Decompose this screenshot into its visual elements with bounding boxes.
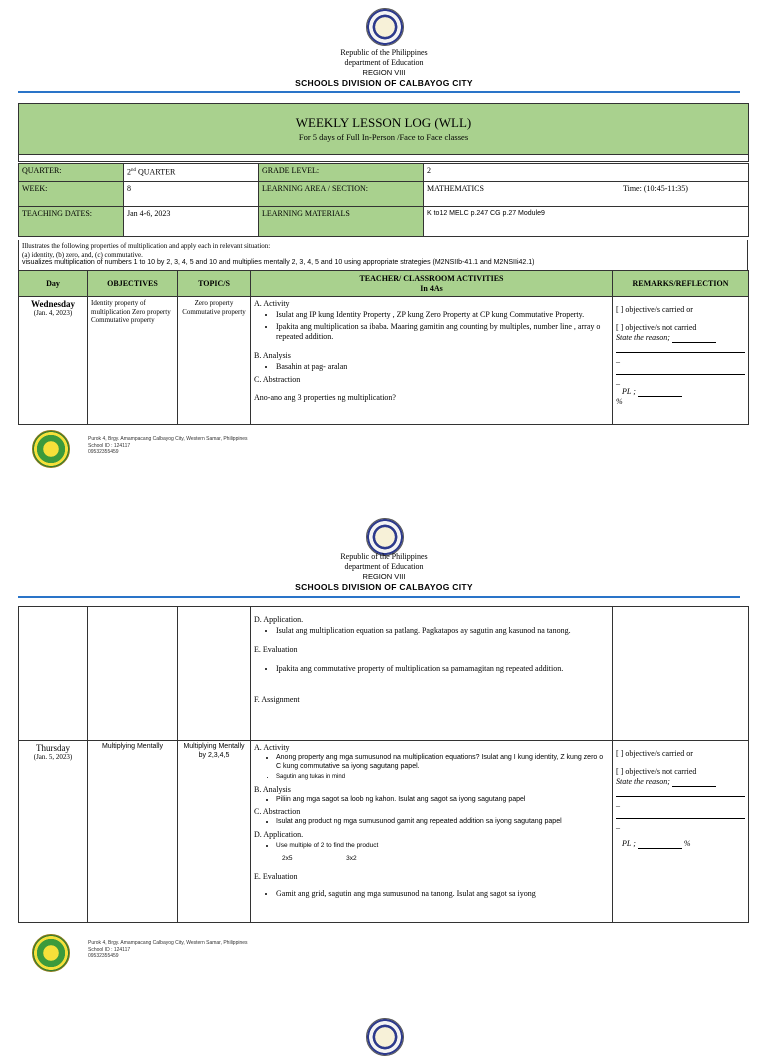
division-line: SCHOOLS DIVISION OF CALBAYOG CITY xyxy=(295,78,473,88)
header-divider xyxy=(18,596,740,598)
thu-application-list xyxy=(254,841,609,851)
wed-remark-reason: State the reason; xyxy=(616,333,672,342)
thu-date: (Jan. 5, 2023) xyxy=(33,753,73,761)
thu-day-cell xyxy=(19,741,88,923)
dates-value: Jan 4-6, 2023 xyxy=(124,207,259,237)
wed-remark-pl: PL ; xyxy=(622,387,638,396)
answer-line xyxy=(616,343,745,353)
list-item: • Basahin at pag- aralan xyxy=(276,362,609,372)
thu-activity-head: A. Activity xyxy=(254,743,290,752)
list-item: • Piliin ang mga sagot sa loob ng kahon. Isulat ang sagot sa iyong sagutang papel xyxy=(276,796,609,805)
empty-cell xyxy=(19,607,88,741)
region-line: REGION VIII xyxy=(362,572,406,581)
footer-text xyxy=(88,940,248,960)
school-logo xyxy=(32,430,70,468)
wed-application-head: D. Application. xyxy=(254,615,304,624)
footer-phone: 09532355459 xyxy=(88,449,119,455)
page1-footer xyxy=(32,430,432,470)
footer-address: Purok 4, Brgy. Amampacang Calbayog City, Western Samar, Philippines xyxy=(88,436,248,442)
quarter-value: 2nd QUARTER xyxy=(124,164,259,182)
wed-day-cell xyxy=(19,297,88,425)
region-line: REGION VIII xyxy=(362,68,406,77)
thu-remark-dash-2: _ xyxy=(616,821,620,830)
wed-date: (Jan. 4, 2023) xyxy=(33,309,73,317)
answer-line xyxy=(638,840,682,849)
empty-cell xyxy=(178,607,251,741)
week-value: 8 xyxy=(124,182,259,207)
footer-school-id: School ID : 124117 xyxy=(88,946,131,953)
list-item: • Gamit ang grid, sagutin ang mga sumusunod na tanong. Isulat ang sagot sa iyong xyxy=(276,889,609,899)
wed-objectives: Identity property of multiplication Zero property Commutative property xyxy=(88,297,178,425)
materials-value: K to12 MELC p.247 CG p.27 Module9 xyxy=(424,207,749,237)
answer-line xyxy=(638,388,682,397)
list-item: • Ipakita ang multiplication sa ibaba. Maaring gamitin ang counting by multiples, number line , array o repeated addition. xyxy=(276,322,609,342)
department-line: department of Education xyxy=(344,58,424,67)
wed-remark-pct: % xyxy=(616,397,623,406)
wed-remark-pl-row xyxy=(616,387,745,397)
thu-objectives: Multiplying Mentally xyxy=(88,741,178,923)
deped-seal-logo xyxy=(366,518,404,556)
list-item: • Ipakita ang commutative property of multiplication sa pamamagitan ng repeated addition. xyxy=(276,664,609,674)
wed-remark-reason-row xyxy=(616,333,745,343)
wed-remark-carried: [ ] objective/s carried or xyxy=(616,305,693,314)
wed-remarks xyxy=(613,297,749,425)
wed-remark-dash-2: _ xyxy=(616,377,620,386)
wed-activities xyxy=(251,297,613,425)
wed-remark-dash: _ xyxy=(616,355,620,364)
department-line: department of Education xyxy=(344,562,424,571)
example-2: 3x2 xyxy=(346,854,357,862)
dates-label: TEACHING DATES: xyxy=(19,207,124,237)
footer-address: Purok 4, Brgy. Amampacang Calbayog City, Western Samar, Philippines xyxy=(88,940,248,946)
col-objectives: OBJECTIVES xyxy=(88,271,178,297)
lesson-table-page1 xyxy=(18,270,749,425)
letterhead xyxy=(0,552,768,592)
area-value: MATHEMATICS xyxy=(424,182,621,207)
wed-assignment-head: F. Assignment xyxy=(254,695,300,704)
wed-abstraction-text: Ano-ano ang 3 properties ng multiplication? xyxy=(254,393,396,402)
list-item: • Anong property ang mga sumusunod na multiplication equations? Isulat ang I kung identity, Z kung zero o C kung commutative sa iyong sagutang papel. xyxy=(276,754,609,771)
answer-line xyxy=(672,778,716,787)
thu-remark-reason-row xyxy=(616,777,745,787)
list-item: • Isulat ang IP kung Identity Property , ZP kung Zero Property at CP kung Commutative Property. xyxy=(276,310,609,320)
division-line: SCHOOLS DIVISION OF CALBAYOG CITY xyxy=(295,582,473,592)
header-divider xyxy=(18,91,740,93)
thu-application-head: D. Application. xyxy=(254,829,304,839)
wed-analysis-list xyxy=(254,362,609,372)
thu-remark-not: [ ] objective/s not carried xyxy=(616,767,697,776)
thu-evaluation-list xyxy=(254,889,609,899)
page-title: WEEKLY LESSON LOG (WLL) xyxy=(295,115,472,130)
empty-cell xyxy=(88,607,178,741)
thu-topics: Multiplying Mentally by 2,3,4,5 xyxy=(178,741,251,923)
time-value: Time: (10:45-11:35) xyxy=(620,182,749,207)
thu-analysis-head: B. Analysis xyxy=(254,784,291,794)
thu-remarks xyxy=(613,741,749,923)
wed-evaluation-head: E. Evaluation xyxy=(254,645,298,654)
area-label: LEARNING AREA / SECTION: xyxy=(259,182,424,207)
thu-evaluation-head: E. Evaluation xyxy=(254,871,298,881)
footer-text xyxy=(88,436,248,456)
objectives-summary xyxy=(18,240,748,270)
thu-remark-reason: State the reason; xyxy=(616,777,672,786)
materials-label: LEARNING MATERIALS xyxy=(259,207,424,237)
title-cell xyxy=(19,104,749,155)
thu-activity-list xyxy=(254,754,609,782)
thu-remark-pl: PL ; xyxy=(622,839,638,848)
col-day: Day xyxy=(19,271,88,297)
answer-line xyxy=(616,787,745,797)
objectives-line-2: (a) identity, (b) zero, and, (c) commutative. xyxy=(22,250,143,259)
info-table xyxy=(18,163,749,237)
thu-remark-carried: [ ] objective/s carried or xyxy=(616,749,693,758)
thu-day: Thursday xyxy=(36,743,70,753)
school-logo xyxy=(32,934,70,972)
thu-analysis-list xyxy=(254,796,609,805)
thu-remark-pl-row xyxy=(616,839,745,849)
week-label: WEEK: xyxy=(19,182,124,207)
deped-seal-logo xyxy=(366,8,404,46)
page2-footer xyxy=(32,934,432,974)
wed-topics: Zero property Commutative property xyxy=(178,297,251,425)
letterhead xyxy=(0,48,768,88)
thu-activities xyxy=(251,741,613,923)
objectives-line-1: Illustrates the following properties of multiplication and apply each in relevant situation: xyxy=(22,242,271,250)
answer-line xyxy=(616,365,745,375)
grade-label: GRADE LEVEL: xyxy=(259,164,424,182)
wed-evaluation-list xyxy=(254,664,609,674)
quarter-label: QUARTER: xyxy=(19,164,124,182)
answer-line xyxy=(616,809,745,819)
lesson-table-page2 xyxy=(18,606,749,923)
list-item: • Isulat ang multiplication equation sa patlang. Pagkatapos ay sagutin ang kasunod na tanong. xyxy=(276,626,609,636)
col-activities-title: TEACHER/ CLASSROOM ACTIVITIES xyxy=(359,273,504,283)
spacer-row xyxy=(19,155,749,162)
thu-remark-dash: _ xyxy=(616,799,620,808)
republic-line: Republic of the Philippines xyxy=(340,552,428,561)
wed-abstraction-head: C. Abstraction xyxy=(254,375,301,384)
col-remarks: REMARKS/REFLECTION xyxy=(613,271,749,297)
list-item: • Isulat ang product ng mga sumusunod gamit ang repeated addition sa iyong sagutang papel xyxy=(276,818,609,827)
example-1: 2x5 xyxy=(282,854,293,862)
empty-cell xyxy=(613,607,749,741)
col-topics: TOPIC/S xyxy=(178,271,251,297)
republic-line: Republic of the Philippines xyxy=(340,48,428,57)
wed-application-list xyxy=(254,626,609,636)
wed-activity-head: A. Activity xyxy=(254,299,290,308)
grade-value: 2 xyxy=(424,164,749,182)
thu-application-examples xyxy=(254,854,609,864)
wll-title-table xyxy=(18,103,749,162)
thu-remark-pct: % xyxy=(683,839,691,848)
list-item: • Use multiple of 2 to find the product xyxy=(276,841,609,851)
wed-cont-activities xyxy=(251,607,613,741)
wed-analysis-head: B. Analysis xyxy=(254,351,291,360)
footer-school-id: School ID : 124117 xyxy=(88,442,131,449)
page-subtitle: For 5 days of Full In-Person /Face to Face classes xyxy=(298,132,469,142)
answer-line xyxy=(672,334,716,343)
objectives-line-3: visualizes multiplication of numbers 1 to 10 by 2, 3, 4, 5 and 10 and multiplies mentally 2, 3, 4, 5 and 10 using appropriate strategies (M2NSIIb-41.1 and M2NSIIi42.1) xyxy=(22,259,535,266)
thu-abstraction-head: C. Abstraction xyxy=(254,807,301,816)
wed-day: Wednesday xyxy=(30,299,75,309)
thu-abstraction-list xyxy=(254,818,609,827)
col-activities-sub: In 4As xyxy=(420,283,443,293)
wed-remark-not: [ ] objective/s not carried xyxy=(616,323,697,332)
footer-phone: 09532355459 xyxy=(88,953,119,959)
wed-activity-list xyxy=(254,310,609,342)
col-activities xyxy=(251,271,613,297)
list-item: • Sagutin ang tukas in mind xyxy=(276,773,609,782)
